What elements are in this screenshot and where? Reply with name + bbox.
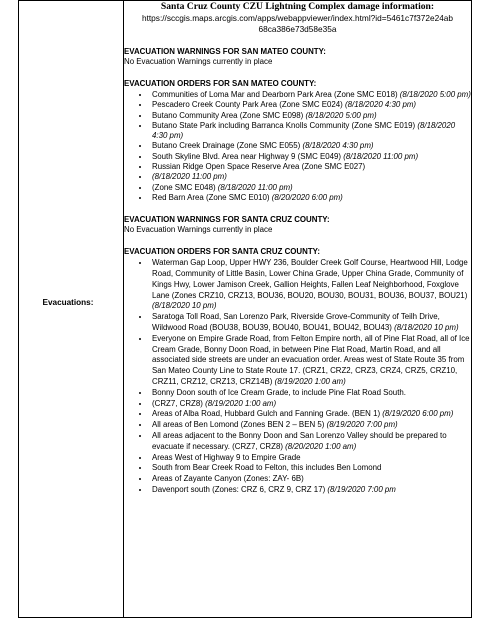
santa-cruz-orders-heading: EVACUATION ORDERS FOR SANTA CRUZ COUNTY: [124,247,320,257]
san-mateo-orders-list [124,90,471,203]
list-item [150,409,471,420]
list-item [150,312,471,334]
order-area-text: Butano Creek Drainage (Zone SMC E055) [152,141,301,151]
order-area-text: South from Bear Creek Road to Felton, this includes Ben Lomond [152,463,382,473]
order-area-text: Everyone on Empire Grade Road, from Felton Empire north, all of Pine Flat Road, all of Ice Cream Grade, Bonny Doon Road, in between Pine Flat Road, Martin Road, and all associated side streets are under an evacuation order. Areas west of State Route 35 from San Mateo County Line to State Route 17. (CRZ1, CRZ2, CRZ3, CRZ4, CRZ5, CRZ10, CRZ11, CRZ12, CRZ13, CRZ14B) [152,333,470,387]
list-item [150,90,471,100]
list-item [150,399,471,410]
evacuations-label: Evacuations: [42,297,94,307]
list-item [150,100,471,110]
damage-info-link-line-1[interactable]: https://sccgis.maps.arcgis.com/apps/webappviewer/index.html?id=5461c7f372e24ab [141,13,454,23]
list-item [150,141,471,151]
order-date: (8/19/2020 7:00 pm) [326,420,398,430]
order-date: (8/20/2020 1:00 am) [285,441,357,451]
order-area-text: Areas of Zayante Canyon (Zones: ZAY- 6B) [152,474,304,484]
order-area-text: Bonny Doon south of Ice Cream Grade, to include Pine Flat Road South. [152,387,406,397]
list-item [150,162,471,172]
order-date: (8/18/2020 5:00 pm) [305,110,377,120]
order-date: (8/19/2020 7:00 pm [327,485,396,494]
list-item [150,172,471,182]
order-date: (8/19/2020 1:00 am) [205,398,277,408]
content-cell [124,1,472,618]
list-item [150,121,471,142]
san-mateo-warnings-heading: EVACUATION WARNINGS FOR SAN MATEO COUNTY: [124,47,326,56]
order-date: (8/20/2020 6:00 pm) [271,192,343,202]
santa-cruz-warnings-text: No Evacuation Warnings currently in place [124,225,273,235]
order-area-text: Red Barn Area (Zone SMC E010) [152,192,270,202]
order-date: (8/18/2020 11:00 pm) [217,182,293,192]
santa-cruz-orders-list [124,258,471,496]
order-date: (8/18/2020 11:00 pm) [152,172,227,182]
order-date: (8/18/2020 4:30 pm) [152,120,456,141]
order-area-text: Communities of Loma Mar and Dearborn Park Area (Zone SMC E018) [152,90,398,99]
list-item [150,111,471,121]
label-cell [19,1,124,618]
order-area-text: Davenport south (Zones: CRZ 6, CRZ 9, CRZ 17) [152,485,326,494]
order-date: (8/18/2020 4:30 pm) [302,141,374,151]
list-item [150,193,471,203]
order-area-text: Russian Ridge Open Space Reserve Area (Zone SMC E027) [152,162,366,172]
order-date: (8/18/2020 10 pm) [152,301,217,311]
order-area-text: All areas adjacent to the Bonny Doon and San Lorenzo Valley should be prepared to evacuate if necessary. (CRZ7, CRZ8) [152,431,447,451]
order-date: (8/19/2020 6:00 pm) [382,409,454,419]
santa-cruz-warnings-heading: EVACUATION WARNINGS FOR SANTA CRUZ COUNTY: [124,215,330,225]
order-date: (8/18/2020 11:00 pm) [343,151,419,161]
order-area-text: South Skyline Blvd. Area near Highway 9 (SMC E049) [152,151,342,161]
san-mateo-orders-heading: EVACUATION ORDERS FOR SAN MATEO COUNTY: [124,79,317,88]
order-area-text: All areas of Ben Lomond (Zones BEN 2 – BEN 5) [152,420,325,430]
order-area-text: (CRZ7, CRZ8) [152,398,203,408]
order-area-text: Butano State Park including Barranca Knolls Community (Zone SMC E019) [152,120,416,130]
damage-info-link-line-2[interactable]: 68ca386e73d58e35a [258,24,337,34]
order-date: (8/19/2020 1:00 am) [274,377,346,387]
list-item [150,183,471,193]
list-item [150,463,471,474]
list-item [150,485,471,496]
list-item [150,334,471,388]
list-item [150,453,471,464]
order-area-text: Areas of Alba Road, Hubbard Gulch and Fanning Grade. (BEN 1) [152,409,381,419]
order-area-text: Pescadero Creek County Park Area (Zone SMC E024) [152,100,343,110]
damage-info-title: Santa Cruz County CZU Lightning Complex damage information: [160,1,435,12]
evacuations-table [18,0,472,618]
list-item [150,152,471,162]
list-item [150,431,471,453]
order-area-text: Butano Community Area (Zone SMC E098) [152,110,304,120]
list-item [150,420,471,431]
order-area-text: (Zone SMC E048) [152,182,216,192]
list-item [150,388,471,399]
order-area-text: Areas West of Highway 9 to Empire Grade [152,452,301,462]
san-mateo-warnings-text: No Evacuation Warnings currently in place [124,57,273,66]
list-item [150,474,471,485]
order-date: (8/18/2020 10 pm) [394,323,459,333]
list-item [150,258,471,312]
order-date: (8/18/2020 4:30 pm) [344,100,417,110]
order-area-text: Saratoga Toll Road, San Lorenzo Park, Riverside Grove-Community of Teilh Drive, Wildwood Road (BOU38, BOU39, BOU40, BOU41, BOU42, BOU43) [152,312,440,333]
order-area-text: Waterman Gap Loop, Upper HWY 236, Boulder Creek Golf Course, Heartwood Hill, Lodge Road, Community of Little Basin, Lower China Grade, Upper China Grade, Community of Kings Hwy, Lower Jamison Creek, Gallion Heights, Fallen Leaf Neighborhood, Foxglove Lane (Zones CRZ10, CRZ13, BOU36, BOU20, BOU30, BOU31, BOU36, BOU37, BOU21) [152,258,468,300]
order-date: (8/18/2020 5:00 pm) [399,90,471,99]
